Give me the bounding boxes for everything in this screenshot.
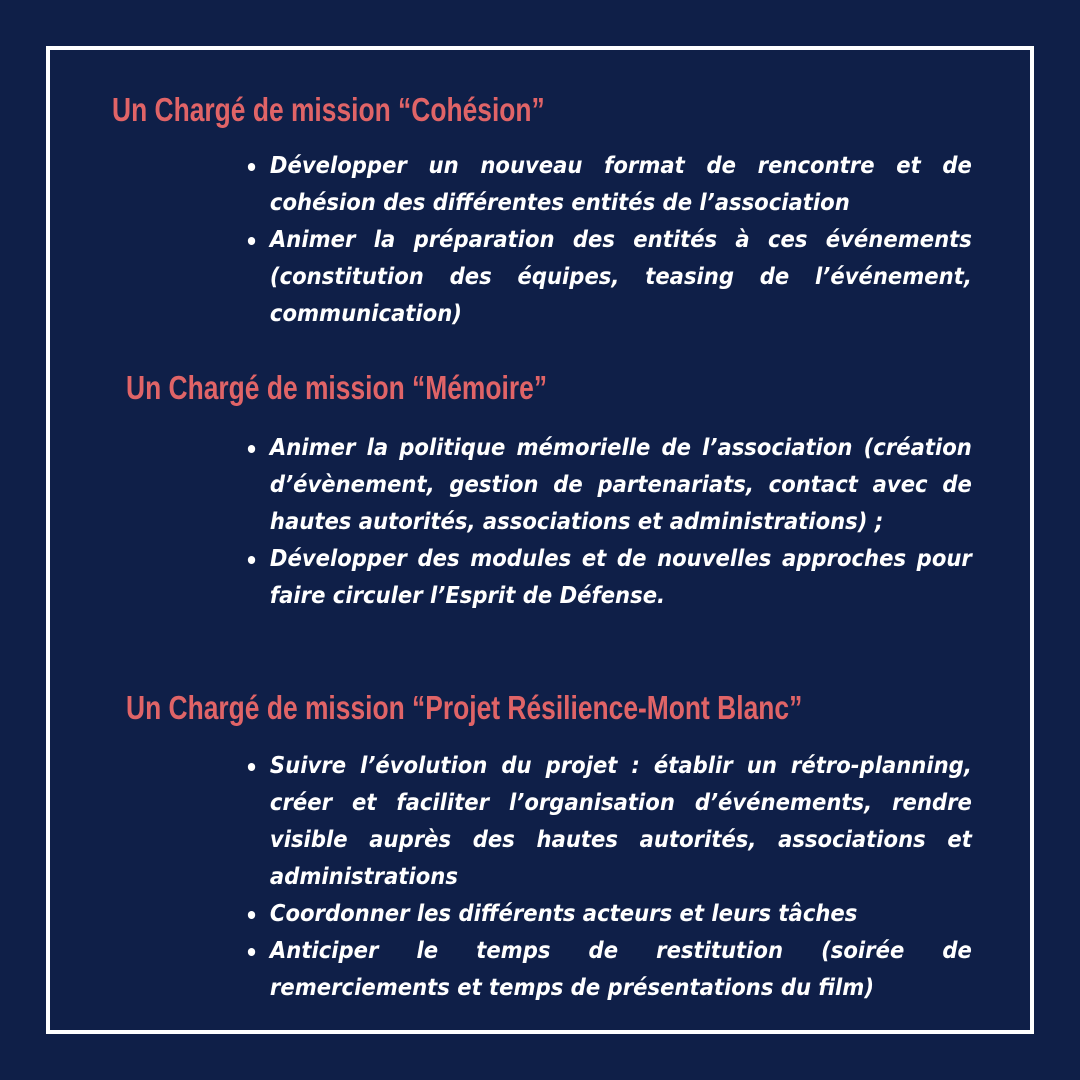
list-item (246, 222, 972, 333)
mission-list-memoire (246, 430, 972, 615)
list-item-text: Suivre l’évolution du projet : établir un rétro-planning, créer et faciliter l’organisation d’événements, rendre visible auprès des hautes autorités, associations et administrations (269, 753, 972, 890)
list-item-text: Développer des modules et de nouvelles approches pour faire circuler l’Esprit de Défense. (269, 546, 972, 609)
section-heading-cohesion: Un Chargé de mission “Cohésion” (112, 91, 545, 128)
list-item (246, 933, 972, 1007)
list-item (246, 148, 972, 222)
list-item (246, 748, 972, 896)
bullet-icon (248, 163, 255, 171)
section-heading-resilience: Un Chargé de mission “Projet Résilience-Mont Blanc” (126, 689, 803, 726)
mission-list-resilience (246, 748, 972, 1007)
list-item-text: Animer la préparation des entités à ces événements (constitution des équipes, teasing de l’événement, communication) (269, 227, 972, 327)
bullet-icon (248, 237, 255, 245)
list-item-text: Animer la politique mémorielle de l’association (création d’évènement, gestion de partenariats, contact avec de hautes autorités, associations et administrations) ; (269, 435, 972, 535)
list-item-text: Coordonner les différents acteurs et leurs tâches (269, 901, 858, 927)
bullet-icon (248, 911, 255, 919)
bullet-icon (248, 445, 255, 453)
list-item-text: Développer un nouveau format de rencontre et de cohésion des différentes entités de l’association (269, 153, 972, 216)
bullet-icon (248, 948, 255, 956)
list-item (246, 430, 972, 541)
list-item-text: Anticiper le temps de restitution (soirée de remerciements et temps de présentations du film) (269, 938, 972, 1001)
bullet-icon (248, 763, 255, 771)
bullet-icon (248, 556, 255, 564)
list-item (246, 541, 972, 615)
mission-list-cohesion (246, 148, 972, 333)
list-item (246, 896, 972, 933)
section-heading-memoire: Un Chargé de mission “Mémoire” (126, 369, 548, 406)
